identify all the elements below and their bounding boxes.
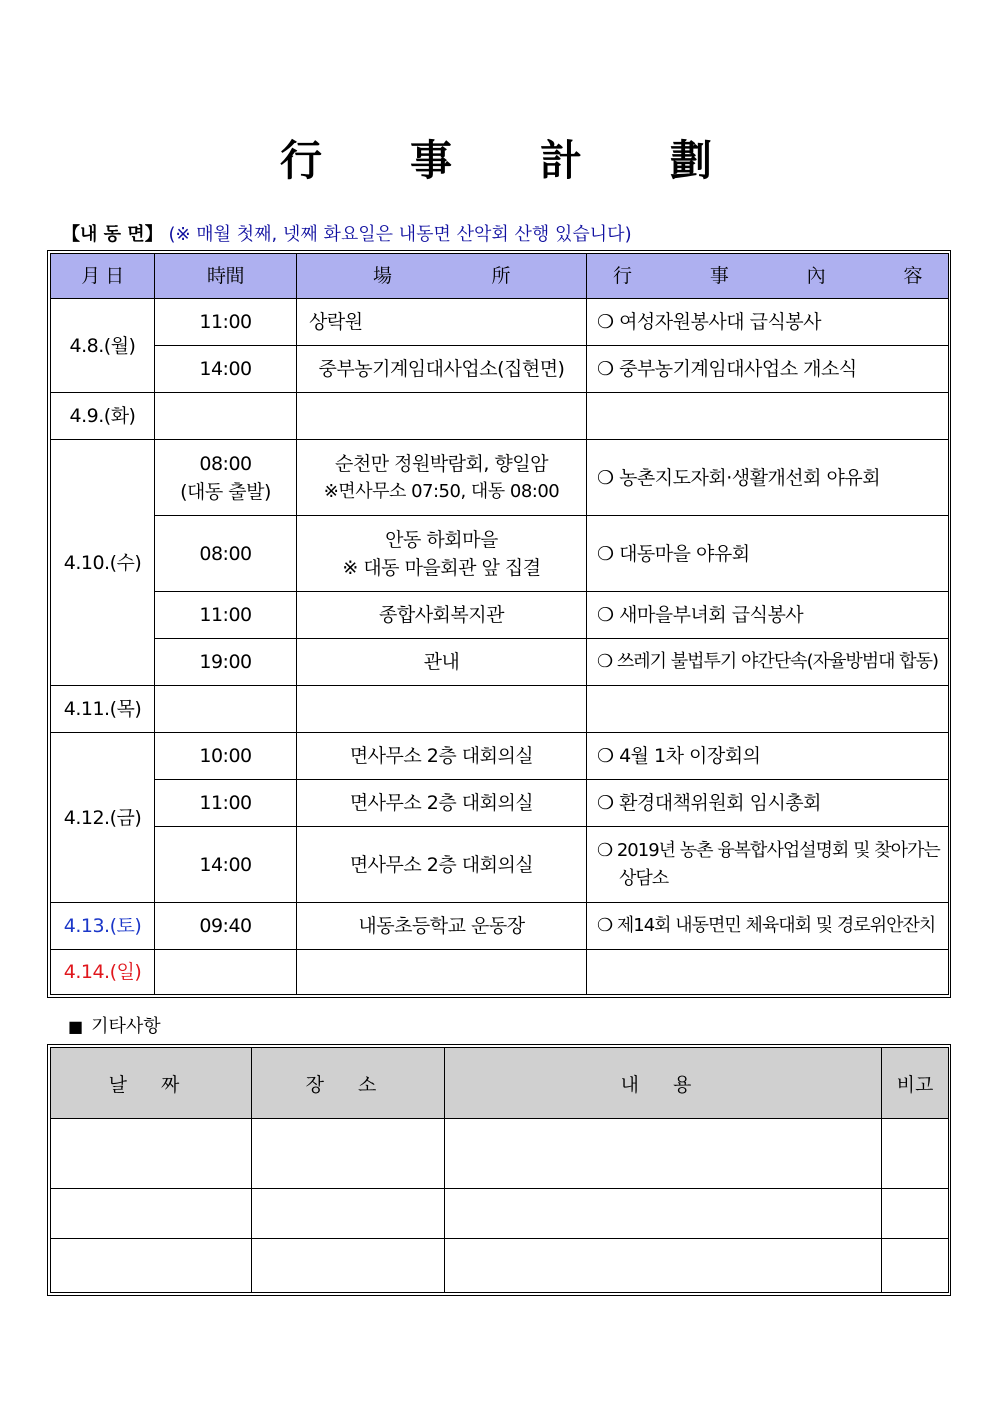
header-glyph: 內 [806,265,826,287]
empty-cell [882,1189,949,1239]
misc-section-label [68,1012,161,1038]
date-cell: 4.9.(화) [51,393,155,440]
empty-cell [252,1239,445,1293]
title-char: 行 [279,136,322,185]
table-header-row [51,254,949,299]
table-row [51,733,949,780]
place-cell: 관내 [297,639,587,686]
time-cell: 11:00 [155,299,297,346]
table-row [51,950,949,995]
table-row [51,1189,949,1239]
table-row [51,1239,949,1293]
time-cell [155,950,297,995]
table-row [51,592,949,639]
table-row [51,903,949,950]
page-title [0,128,992,188]
misc-table-frame [47,1044,951,1296]
content-cell [587,950,949,995]
time-cell [155,686,297,733]
content-cell [587,686,949,733]
table-row [51,1119,949,1189]
date-cell: 4.11.(목) [51,686,155,733]
schedule-table [50,253,949,995]
place-cell [297,516,587,592]
table-row [51,440,949,516]
place-cell [297,950,587,995]
content-cell: ❍ 환경대책위원회 임시총회 [587,780,949,827]
table-row [51,346,949,393]
empty-cell [51,1119,252,1189]
time-cell: 19:00 [155,639,297,686]
table-row [51,827,949,903]
col-header-place: 장 소 [252,1048,445,1119]
empty-cell [51,1189,252,1239]
content-cell: ❍ 여성자원봉사대 급식봉사 [587,299,949,346]
time-cell: 09:40 [155,903,297,950]
misc-table [50,1047,949,1293]
content-cell [587,393,949,440]
time-cell [155,440,297,516]
misc-label-text: 기타사항 [91,1016,161,1037]
place-line: 순천만 정원박람회, 향일암 [334,452,548,475]
date-cell-saturday: 4.13.(토) [51,903,155,950]
table-header-row [51,1048,949,1119]
place-cell [297,440,587,516]
header-glyph: 容 [903,265,922,287]
title-char: 劃 [670,136,713,185]
place-cell: 내동초등학교 운동장 [297,903,587,950]
table-row [51,393,949,440]
time-line: (대동 출발) [180,480,271,503]
header-glyph: 事 [709,265,729,287]
empty-cell [882,1239,949,1293]
place-cell: 면사무소 2층 대회의실 [297,827,587,903]
empty-cell [252,1119,445,1189]
empty-cell [445,1189,882,1239]
place-line: ※면사무소 07:50, 대동 08:00 [323,480,560,502]
content-cell [587,827,949,903]
title-char: 計 [540,136,583,185]
content-line: 상담소 [619,867,669,889]
table-row [51,299,949,346]
section-header [62,220,632,246]
header-glyph: 場 [373,265,392,287]
empty-cell [445,1119,882,1189]
col-header-place [297,254,587,299]
place-line: 안동 하회마을 [385,528,498,551]
place-cell [297,686,587,733]
content-cell: ❍ 중부농기계임대사업소 개소식 [587,346,949,393]
col-header-remarks: 비고 [882,1048,949,1119]
time-cell: 11:00 [155,592,297,639]
empty-cell [252,1189,445,1239]
date-cell: 4.12.(금) [51,733,155,903]
time-cell: 08:00 [155,516,297,592]
place-cell: 상락원 [297,299,587,346]
empty-cell [445,1239,882,1293]
time-cell: 11:00 [155,780,297,827]
time-cell: 14:00 [155,827,297,903]
col-header-time: 時間 [155,254,297,299]
place-cell: 면사무소 2층 대회의실 [297,733,587,780]
dept-name: 【내 동 면】 [62,224,163,245]
table-row [51,686,949,733]
content-cell: ❍ 4월 1차 이장회의 [587,733,949,780]
header-glyph: 所 [491,265,510,287]
place-cell: 면사무소 2층 대회의실 [297,780,587,827]
empty-cell [51,1239,252,1293]
table-row [51,516,949,592]
schedule-table-frame [47,250,951,998]
time-cell [155,393,297,440]
content-cell: ❍ 제14회 내동면민 체육대회 및 경로위안잔치 [587,903,949,950]
date-cell: 4.8.(월) [51,299,155,393]
time-cell: 10:00 [155,733,297,780]
empty-cell [882,1119,949,1189]
date-cell-sunday: 4.14.(일) [51,950,155,995]
col-header-date: 날 짜 [51,1048,252,1119]
content-cell: ❍ 쓰레기 불법투기 야간단속(자율방범대 합동) [587,639,949,686]
header-glyph: 行 [613,265,632,287]
col-header-content [587,254,949,299]
date-cell: 4.10.(수) [51,440,155,686]
place-cell [297,393,587,440]
col-header-content: 내 용 [445,1048,882,1119]
content-line: ❍ 2019년 농촌 융복합사업설명회 및 찾아가는 [597,839,940,861]
content-cell: ❍ 대동마을 야유회 [587,516,949,592]
header-note: (※ 매월 첫째, 넷째 화요일은 내동면 산악회 산행 있습니다) [168,224,632,245]
square-bullet-icon: ■ [68,1017,84,1036]
title-char: 事 [409,136,452,185]
content-cell: ❍ 농촌지도자회·생활개선회 야유회 [587,440,949,516]
time-cell: 14:00 [155,346,297,393]
table-row [51,780,949,827]
table-row [51,639,949,686]
place-cell: 중부농기계임대사업소(집현면) [297,346,587,393]
content-cell: ❍ 새마을부녀회 급식봉사 [587,592,949,639]
place-cell: 종합사회복지관 [297,592,587,639]
place-line: ※ 대동 마을회관 앞 집결 [342,556,541,579]
col-header-date: 月 日 [51,254,155,299]
time-line: 08:00 [199,452,252,475]
